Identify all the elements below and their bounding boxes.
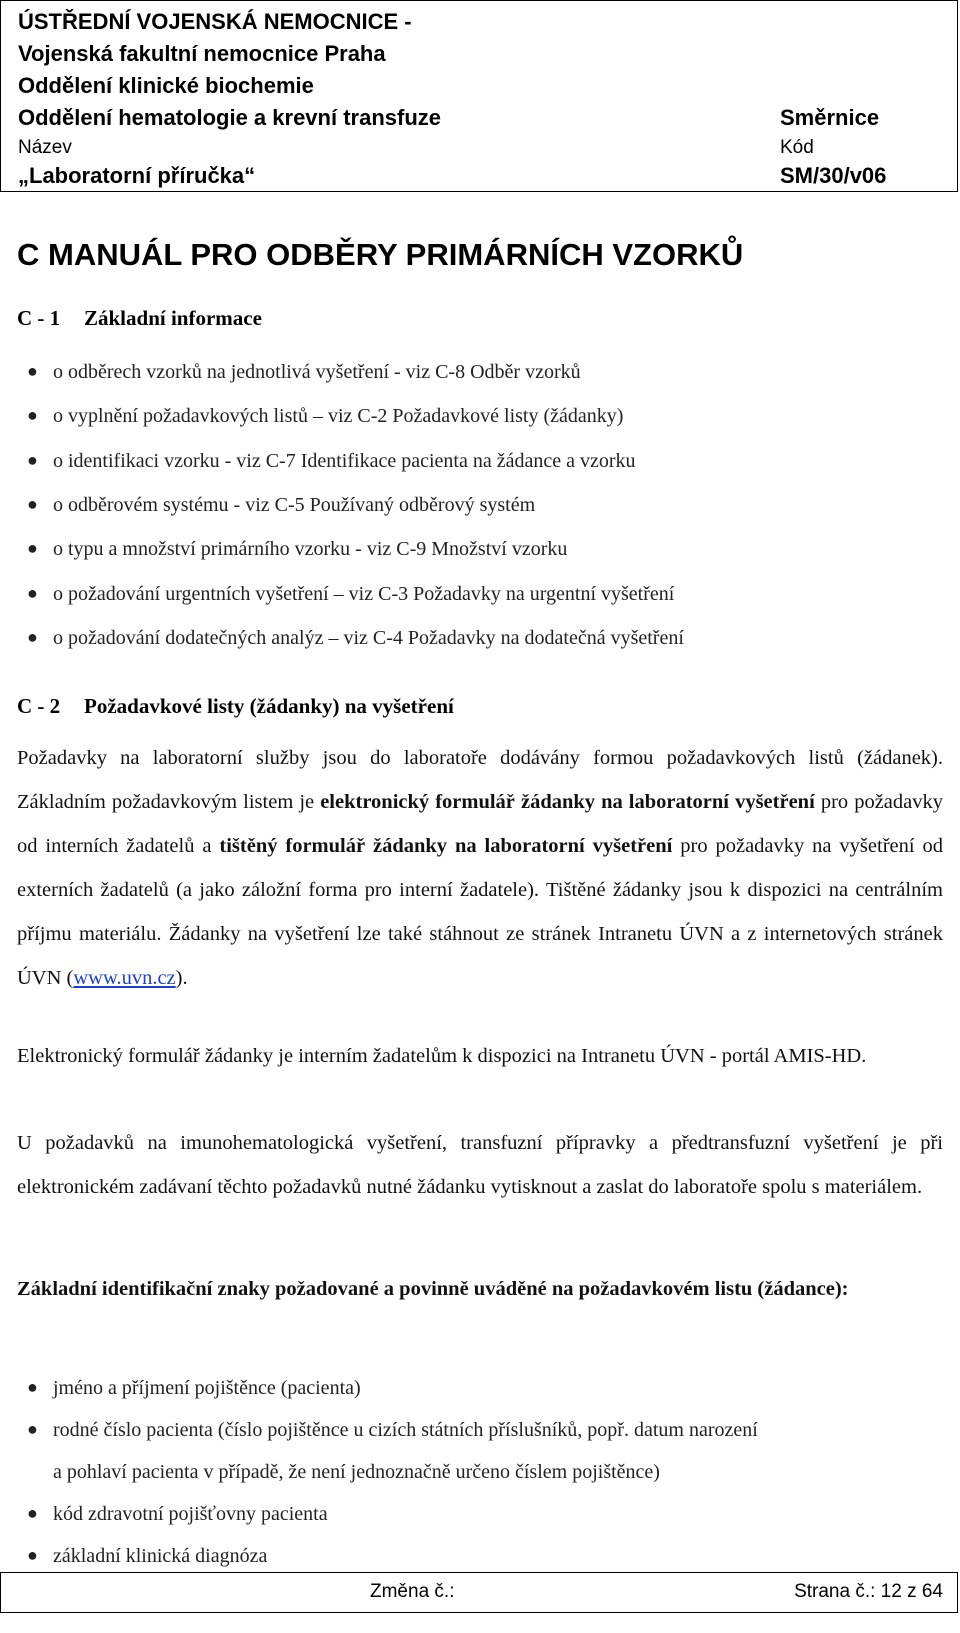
printed-form-term: tištěný formulář žádanky na laboratorní vyšetření	[219, 835, 673, 857]
electronic-form-term: elektronický formulář žádanky na laboratorní vyšetření	[320, 791, 815, 813]
bullet-icon: ●	[27, 627, 38, 647]
bullet-icon: ●	[27, 405, 38, 425]
department-biochemistry: Oddělení klinické biochemie	[18, 73, 314, 98]
document-code: SM/30/v06	[780, 163, 887, 188]
bullet-icon: ●	[27, 583, 38, 603]
section-c1-heading	[17, 306, 262, 331]
hospital-subtitle: Vojenská fakultní nemocnice Praha	[18, 41, 386, 66]
section-title: Základní informace	[84, 306, 262, 330]
hospital-name: ÚSTŘEDNÍ VOJENSKÁ NEMOCNICE -	[18, 9, 412, 34]
change-number: Změna č.:	[370, 1581, 455, 1602]
bullet-icon: ●	[27, 1377, 38, 1397]
section-number: C - 1	[17, 306, 61, 330]
electronic-form-paragraph: Elektronický formulář žádanky je interním žadatelům k dispozici na Intranetu ÚVN - portál AMIS-HD.	[17, 1045, 867, 1067]
identification-heading: Základní identifikační znaky požadované a povinně uváděné na požadavkovém listu (žádance):	[17, 1278, 849, 1300]
name-label: Název	[18, 137, 72, 158]
bullet-icon: ●	[27, 494, 38, 514]
section-number: C - 2	[17, 694, 61, 718]
page-title: C MANUÁL PRO ODBĚRY PRIMÁRNÍCH VZORKŮ	[17, 237, 744, 272]
code-label: Kód	[780, 137, 814, 158]
immunohematology-paragraph: U požadavků na imunohematologická vyšetření, transfuzní přípravky a předtransfuzní vyšetření je při elektronickém zadávaní těchto požadavků nutné žádanku vytisknout a zaslat do laboratoře spolu s materiálem.	[17, 1132, 943, 1198]
page-number: Strana č.: 12 z 64	[794, 1581, 943, 1602]
uvn-website-link[interactable]: www.uvn.cz	[73, 967, 176, 989]
bullet-icon: ●	[27, 1503, 38, 1523]
bullet-icon: ●	[27, 1545, 38, 1565]
bullet-icon: ●	[27, 538, 38, 558]
doc-type: Směrnice	[780, 105, 880, 130]
document-name: „Laboratorní příručka“	[18, 163, 256, 188]
document-header	[0, 0, 958, 192]
section-c2-heading	[17, 694, 454, 719]
bullet-icon: ●	[27, 1419, 38, 1439]
bullet-icon: ●	[27, 450, 38, 470]
bullet-icon: ●	[27, 361, 38, 381]
document-footer	[0, 1572, 958, 1613]
section-title: Požadavkové listy (žádanky) na vyšetření	[84, 694, 454, 718]
requests-paragraph: Požadavky na laboratorní služby jsou do laboratoře dodávány formou požadavkových listů (žádanek). Základním požadavkovým listem je elektronický formulář žádanky na laboratorní vyšetření pro požadavky od interních žadatelů a tištěný formulář žádanky na laboratorní vyšetření pro požadavky na vyšetření od externích žadatelů (a jako záložní forma pro interní žadatele). Tištěné žádanky jsou k dispozici na centrálním příjmu materiálu. Žádanky na vyšetření lze také stáhnout ze stránek Intranetu ÚVN a z internetových stránek ÚVN (www.uvn.cz).	[17, 747, 944, 989]
department-hematology: Oddělení hematologie a krevní transfuze	[18, 105, 441, 130]
